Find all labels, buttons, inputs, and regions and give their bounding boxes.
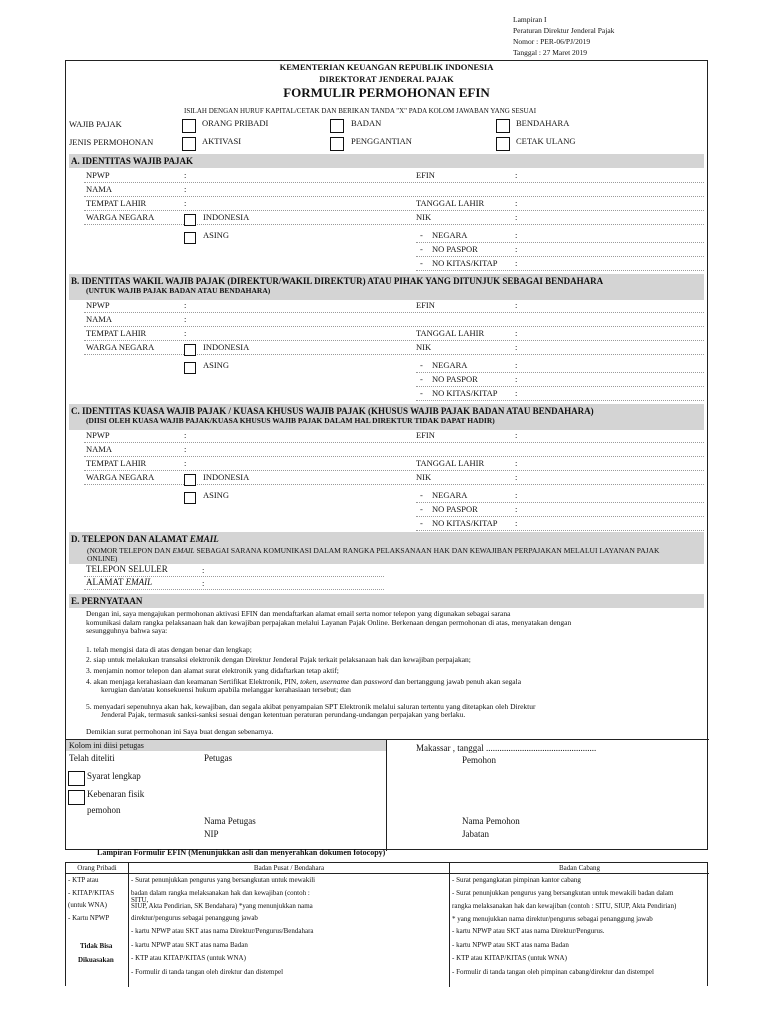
section-a-nama-colon: : (184, 184, 187, 194)
section-a-asing-label: ASING (203, 230, 229, 240)
section-c-paspor-label: NO PASPOR (432, 504, 478, 514)
section-c-negara-colon: : (515, 490, 518, 500)
nama-petugas-label: Nama Petugas (204, 816, 256, 826)
section-a-nama-label: NAMA (86, 184, 112, 194)
badan-pusat-item: - Surat penunjukkan pengurus yang bersangkutan untuk mewakili (131, 876, 316, 884)
checkbox-aktivasi[interactable] (182, 137, 196, 151)
telepon-label: TELEPON SELULER (86, 564, 168, 574)
section-a-tempat-lahir-right-colon: : (515, 198, 518, 208)
col-badan-pusat (129, 863, 450, 987)
section-a-checkbox-indonesia[interactable] (184, 214, 196, 226)
section-c-indonesia-label: INDONESIA (203, 472, 250, 482)
checkbox-kebenaran-fisik[interactable] (68, 790, 85, 805)
section-b-warga-negara-right-colon: : (515, 342, 518, 352)
cetak-ulang-label: CETAK ULANG (516, 136, 576, 146)
checkbox-badan[interactable] (330, 119, 344, 133)
orang-pribadi-label: ORANG PRIBADI (202, 118, 269, 128)
header-orang-pribadi: Orang Pribadi (66, 863, 128, 874)
section-c-kitas-label: NO KITAS/KITAP (432, 518, 498, 528)
pemohon-label: Pemohon (462, 755, 497, 765)
section-b-checkbox-asing[interactable] (184, 362, 196, 374)
checkbox-syarat-lengkap[interactable] (68, 771, 85, 786)
syarat-lengkap-label: Syarat lengkap (87, 771, 141, 781)
section-a-tempat-lahir-right-label: TANGGAL LAHIR (416, 198, 485, 208)
section-c-kitas-dash: - (420, 518, 423, 528)
tidak-bisa: Tidak Bisa (80, 942, 113, 950)
section-c-npwp-row[interactable] (84, 430, 704, 443)
section-a-kitas-label: NO KITAS/KITAP (432, 258, 498, 268)
checkbox-cetak-ulang[interactable] (496, 137, 510, 151)
badan-label: BADAN (351, 118, 382, 128)
bendahara-label: BENDAHARA (516, 118, 570, 128)
section-c-kitas-colon: : (515, 518, 518, 528)
badan-pusat-item: SITU, (131, 896, 149, 904)
telah-diteliti-label: Telah diteliti (69, 753, 115, 763)
section-a-negara-dash: - (420, 230, 423, 240)
orang-pribadi-item: (untuk WNA) (68, 901, 107, 909)
petugas-area (66, 739, 709, 851)
section-b-asing-label: ASING (203, 360, 229, 370)
section-a-checkbox-asing[interactable] (184, 232, 196, 244)
section-b-negara-label: NEGARA (432, 360, 468, 370)
section-a-warga-negara-right-colon: : (515, 212, 518, 222)
section-b-paspor-dash: - (420, 374, 423, 384)
badan-cabang-item: * yang menujukkan nama direktur/pengurus sebagai penanggung jawab (452, 915, 653, 923)
section-b-npwp-colon: : (184, 300, 187, 310)
lampiran-label: Lampiran I (513, 15, 547, 24)
badan-cabang-item: - Formulir di tanda tangan oleh pimpinan cabang/direktur dan distempel (452, 968, 654, 976)
section-c-tempat-lahir-right-colon: : (515, 458, 518, 468)
section-c-nama-colon: : (184, 444, 187, 454)
telepon-colon: : (202, 565, 205, 575)
section-c-paspor-dash: - (420, 504, 423, 514)
section-a-negara-label: NEGARA (432, 230, 468, 240)
kota-tanggal: Makassar , tanggal ................................................. (416, 743, 597, 753)
attachment-title: Lampiran Formulir EFIN (Menunjukkan asli dan menyerahkan dokumen fotocopy) (97, 848, 386, 857)
nama-pemohon-label: Nama Pemohon (462, 816, 520, 826)
section-c-negara-label: NEGARA (432, 490, 468, 500)
col-orang-pribadi (66, 863, 129, 987)
email-label: ALAMAT EMAIL (86, 577, 153, 587)
section-b-tempat-lahir-right-colon: : (515, 328, 518, 338)
section-c-asing-label: ASING (203, 490, 229, 500)
section-a-indonesia-label: INDONESIA (203, 212, 250, 222)
section-a-paspor-label: NO PASPOR (432, 244, 478, 254)
section-c-negara-dash: - (420, 490, 423, 500)
section-a-npwp-right-label: EFIN (416, 170, 435, 180)
section-a-tempat-lahir-colon: : (184, 198, 187, 208)
section-a-warga-negara-label: WARGA NEGARA (86, 212, 155, 222)
checkbox-orang-pribadi[interactable] (182, 119, 196, 133)
section-c-paspor-colon: : (515, 504, 518, 514)
section-a-npwp-right-colon: : (515, 170, 518, 180)
wajib-pajak-label: WAJIB PAJAK (69, 119, 122, 129)
section-a-kitas-dash: - (420, 258, 423, 268)
section-b-nama-label: NAMA (86, 314, 112, 324)
section-b-nama-colon: : (184, 314, 187, 324)
badan-pusat-item: - kartu NPWP atau SKT atas nama Badan (131, 941, 248, 949)
section-c-warga-negara-right-colon: : (515, 472, 518, 482)
section-a-warga-negara-row[interactable] (84, 212, 704, 225)
badan-pusat-item: SIUP, Akta Pendirian, SK Bendahara) *yang menunjukkan nama (131, 902, 313, 910)
section-b-tempat-lahir-right-label: TANGGAL LAHIR (416, 328, 485, 338)
petugas-label: Petugas (204, 753, 232, 763)
section-b-negara-dash: - (420, 360, 423, 370)
section-c-nama-row[interactable] (84, 444, 704, 457)
checkbox-penggantian[interactable] (330, 137, 344, 151)
aktivasi-label: AKTIVASI (202, 136, 242, 146)
orang-pribadi-item: - KITAP/KITAS (68, 889, 115, 897)
section-c-npwp-right-label: EFIN (416, 430, 435, 440)
col-badan-cabang (450, 863, 709, 987)
section-b-kitas-label: NO KITAS/KITAP (432, 388, 498, 398)
badan-pusat-item: badan dalam rangka melaksanakan hak dan kewajiban (contoh : (131, 889, 310, 897)
orang-pribadi-item: - Kartu NPWP (68, 914, 110, 922)
section-c-warga-negara-row[interactable] (84, 472, 704, 485)
section-b-npwp-right-colon: : (515, 300, 518, 310)
orang-pribadi-item: - KTP atau (68, 876, 99, 884)
section-a-npwp-row[interactable] (84, 170, 704, 183)
section-b-header: B. IDENTITAS WAKIL WAJIB PAJAK (DIREKTUR/WAKIL DIREKTUR) ATAU PIHAK YANG DITUNJUK SEBAGAI BENDAHARA (UNTUK WAJIB PAJAK BADAN ATAU BENDAHARA) (69, 274, 704, 300)
section-a-npwp-colon: : (184, 170, 187, 180)
section-c-tempat-lahir-row[interactable] (84, 458, 704, 471)
section-d-header: D. TELEPON DAN ALAMAT EMAIL (69, 532, 704, 546)
pernyataan-text: Dengan ini, saya mengajukan permohonan aktivasi EFIN dan mendaftarkan alamat email serta nomor telepon yang digunakan sebagai sarana komunikasi dalam rangka pelaksanaan hak dan kewajiban perpajakan melalui Layanan Pajak Online. Berkenaan dengan permohonan di atas, menyatakan dengan sesungguhnya bahwa saya: 1. telah mengisi data di atas dengan benar dan lengkap; 2. siap untuk melakukan transaksi elektronik dengan Direktur Jenderal Pajak terkait pelaksanaan hak dan kewajiban perpajakan; 3. menjamin nomor telepon dan alamat surat elektronik yang didaftarkan tetap aktif; 4. akan menjaga kerahasiaan dan keamanan Sertifikat Elektronik, PIN, token, username dan password dan bertanggung jawab penuh akan segala kerugian dan/atau konsekuensi hukum apabila melanggar kerahasiaan tersebut; dan 5. menyadari sepenuhnya akan hak, kewajiban, dan segala akibat penyampaian SPT Elektronik melalui saluran tertentu yang ditetapkan oleh Direktur Jenderal Pajak, termasuk sanksi-sanksi sesuai dengan ketentuan peraturan perundang-undangan perpajakan yang berlaku. Demikian surat permohonan ini Saya buat dengan sebenarnya. (86, 609, 572, 736)
badan-cabang-item: - Surat penunjukkan pengurus yang bersangkutan untuk mewakili badan dalam (452, 889, 674, 897)
section-c-tempat-lahir-label: TEMPAT LAHIR (86, 458, 147, 468)
lampiran-tanggal: Tanggal : 27 Maret 2019 (513, 48, 588, 57)
dikuasakan: Dikuasakan (78, 956, 114, 964)
section-b-paspor-colon: : (515, 374, 518, 384)
pemohon-checkbox-label: pemohon (87, 805, 121, 815)
header-badan-pusat: Badan Pusat / Bendahara (129, 863, 449, 874)
form-title: FORMULIR PERMOHONAN EFIN (283, 85, 490, 100)
section-d-note: (NOMOR TELEPON DAN EMAIL SEBAGAI SARANA KOMUNIKASI DALAM RANGKA PELAKSANAAN HAK DAN KEWAJIBAN PERPAJAKAN MELALUI LAYANAN PAJAK ONLINE) (69, 546, 704, 564)
kolom-petugas-label: Kolom ini diisi petugas (66, 740, 386, 751)
section-b-kitas-colon: : (515, 388, 518, 398)
section-b-nama-row[interactable] (84, 314, 704, 327)
checkbox-bendahara[interactable] (496, 119, 510, 133)
section-c-npwp-label: NPWP (86, 430, 110, 440)
nip-label: NIP (204, 829, 219, 839)
badan-cabang-item: - KTP atau KITAP/KITAS (untuk WNA) (452, 954, 567, 962)
section-b-npwp-label: NPWP (86, 300, 110, 310)
section-a-paspor-colon: : (515, 244, 518, 254)
section-a-warga-negara-right-label: NIK (416, 212, 432, 222)
section-b-warga-negara-label: WARGA NEGARA (86, 342, 155, 352)
attachment-table (65, 862, 708, 986)
lampiran-peraturan: Peraturan Direktur Jenderal Pajak (513, 26, 615, 35)
badan-pusat-item: direktur/pengurus sebagai penanggung jawab (131, 914, 258, 922)
section-e-header: E. PERNYATAAN (69, 594, 704, 608)
section-b-warga-negara-right-label: NIK (416, 342, 432, 352)
section-c-nama-label: NAMA (86, 444, 112, 454)
section-c-npwp-right-colon: : (515, 430, 518, 440)
lampiran-nomor: Nomor : PER-06/PJ/2019 (513, 37, 591, 46)
section-b-checkbox-indonesia[interactable] (184, 344, 196, 356)
section-c-tempat-lahir-colon: : (184, 458, 187, 468)
section-c-checkbox-indonesia[interactable] (184, 474, 196, 486)
section-b-paspor-label: NO PASPOR (432, 374, 478, 384)
section-a-header: A. IDENTITAS WAJIB PAJAK (69, 154, 704, 168)
kementerian-heading: KEMENTERIAN KEUANGAN REPUBLIK INDONESIA (279, 62, 494, 72)
badan-pusat-item: - kartu NPWP atau SKT atas nama Direktur/Pengurus/Bendahara (131, 927, 314, 935)
section-b-tempat-lahir-colon: : (184, 328, 187, 338)
instruction-text: ISILAH DENGAN HURUF KAPITAL/CETAK DAN BERIKAN TANDA "X" PADA KOLOM JAWABAN YANG SESUAI (184, 107, 537, 115)
section-c-header: C. IDENTITAS KUASA WAJIB PAJAK / KUASA KHUSUS WAJIB PAJAK (KHUSUS WAJIB PAJAK BADAN ATAU BENDAHARA) (DIISI OLEH KUASA WAJIB PAJAK/KUASA KHUSUS WAJIB PAJAK DALAM HAL DIREKTUR TIDAK DAPAT HADIR) (69, 404, 704, 430)
section-b-tempat-lahir-row[interactable] (84, 328, 704, 341)
section-b-tempat-lahir-label: TEMPAT LAHIR (86, 328, 147, 338)
penggantian-label: PENGGANTIAN (351, 136, 412, 146)
jenis-permohonan-label: JENIS PERMOHONAN (69, 137, 154, 147)
jabatan-label: Jabatan (462, 829, 489, 839)
section-a-npwp-label: NPWP (86, 170, 110, 180)
section-b-warga-negara-row[interactable] (84, 342, 704, 355)
section-a-nama-row[interactable] (84, 184, 704, 197)
direktorat-heading: DIREKTORAT JENDERAL PAJAK (319, 74, 454, 84)
section-c-checkbox-asing[interactable] (184, 492, 196, 504)
section-c-warga-negara-label: WARGA NEGARA (86, 472, 155, 482)
section-a-paspor-dash: - (420, 244, 423, 254)
badan-cabang-item: rangka melaksanakan hak dan kewajiban (contoh : SITU, SIUP, Akta Pendirian) (452, 902, 677, 910)
section-b-npwp-right-label: EFIN (416, 300, 435, 310)
email-colon: : (202, 578, 205, 588)
section-b-negara-colon: : (515, 360, 518, 370)
section-c-warga-negara-right-label: NIK (416, 472, 432, 482)
badan-pusat-item: - Formulir di tanda tangan oleh direktur dan distempel (131, 968, 284, 976)
badan-pusat-item: - KTP atau KITAP/KITAS (untuk WNA) (131, 954, 246, 962)
section-a-tempat-lahir-row[interactable] (84, 198, 704, 211)
form-frame (65, 60, 708, 850)
section-b-indonesia-label: INDONESIA (203, 342, 250, 352)
section-a-negara-colon: : (515, 230, 518, 240)
section-a-tempat-lahir-label: TEMPAT LAHIR (86, 198, 147, 208)
kebenaran-fisik-label: Kebenaran fisik (87, 789, 145, 799)
section-b-npwp-row[interactable] (84, 300, 704, 313)
section-a-kitas-colon: : (515, 258, 518, 268)
section-c-tempat-lahir-right-label: TANGGAL LAHIR (416, 458, 485, 468)
badan-cabang-item: - kartu NPWP atau SKT atas nama Badan (452, 941, 569, 949)
kolom-petugas (66, 740, 387, 851)
header-badan-cabang: Badan Cabang (450, 863, 709, 874)
section-c-npwp-colon: : (184, 430, 187, 440)
section-b-kitas-dash: - (420, 388, 423, 398)
badan-cabang-item: - kartu NPWP atau SKT atas nama Direktur/Pengurus. (452, 927, 605, 935)
badan-cabang-item: - Surat pengangkatan pimpinan kantor cabang (452, 876, 581, 884)
